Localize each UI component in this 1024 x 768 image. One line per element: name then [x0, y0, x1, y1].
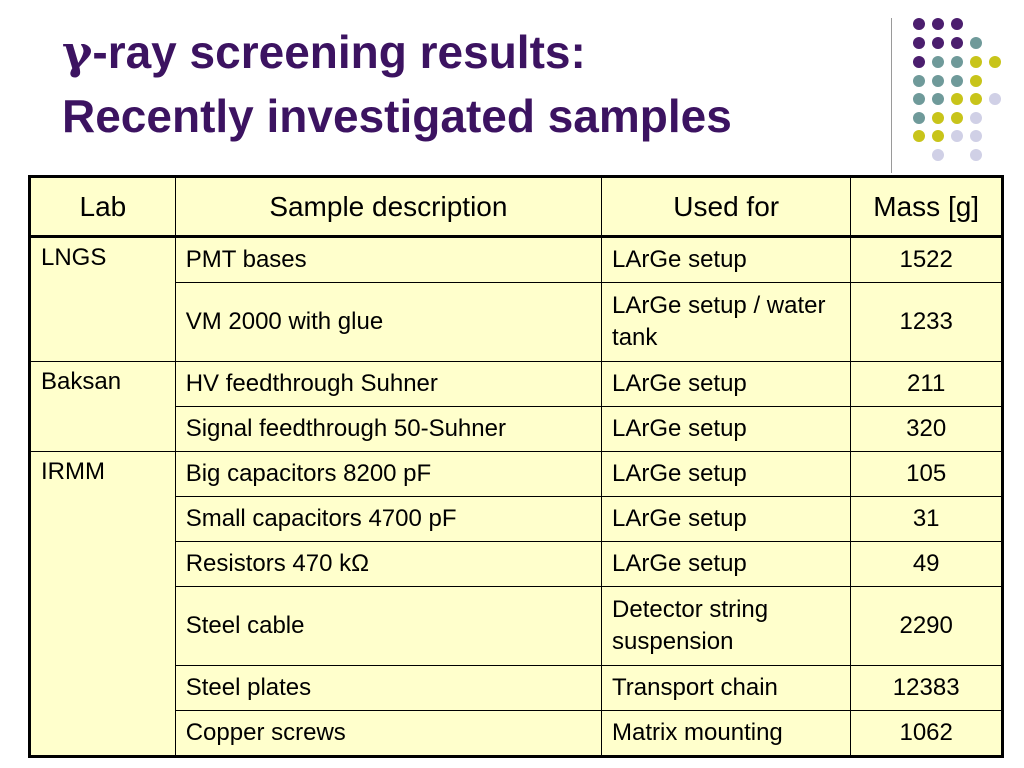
mass-cell: 1062: [851, 711, 1003, 757]
dot: [951, 56, 963, 68]
mass-cell: 105: [851, 452, 1003, 497]
dot: [989, 56, 1001, 68]
mass-cell: 49: [851, 542, 1003, 587]
dot: [951, 112, 963, 124]
header-lab: Lab: [30, 177, 176, 237]
dot: [913, 37, 925, 49]
description-cell: Steel plates: [175, 666, 601, 711]
dot: [932, 75, 944, 87]
table-row: [30, 407, 1003, 452]
mass-cell: 31: [851, 497, 1003, 542]
dot: [951, 37, 963, 49]
used-for-cell: LArGe setup: [602, 452, 851, 497]
table-row: [30, 497, 1003, 542]
table-row: [30, 452, 1003, 497]
dot: [913, 75, 925, 87]
dot: [932, 112, 944, 124]
dot: [970, 93, 982, 105]
description-cell: Steel cable: [175, 587, 601, 666]
dot: [970, 112, 982, 124]
used-for-cell: Matrix mounting: [602, 711, 851, 757]
title-gamma-symbol: γ: [62, 25, 93, 79]
table-row: [30, 283, 1003, 362]
dot: [989, 93, 1001, 105]
description-cell: Copper screws: [175, 711, 601, 757]
description-cell: Small capacitors 4700 pF: [175, 497, 601, 542]
lab-cell: Baksan: [30, 362, 176, 452]
dot: [913, 93, 925, 105]
dot: [913, 112, 925, 124]
dot: [932, 130, 944, 142]
mass-cell: 211: [851, 362, 1003, 407]
used-for-cell: Transport chain: [602, 666, 851, 711]
mass-cell: 12383: [851, 666, 1003, 711]
mass-cell: 2290: [851, 587, 1003, 666]
dot: [951, 18, 963, 30]
used-for-cell: LArGe setup: [602, 237, 851, 283]
slide-title: [62, 20, 892, 148]
dot: [913, 130, 925, 142]
mass-cell: 1233: [851, 283, 1003, 362]
dot: [932, 18, 944, 30]
table-row: [30, 587, 1003, 666]
dot: [970, 149, 982, 161]
table-header-row: [30, 177, 1003, 237]
dot: [970, 130, 982, 142]
dot: [951, 93, 963, 105]
description-cell: Signal feedthrough 50-Suhner: [175, 407, 601, 452]
dot: [932, 149, 944, 161]
mass-cell: 320: [851, 407, 1003, 452]
dot: [932, 37, 944, 49]
samples-table: [28, 175, 1004, 758]
header-used-for: Used for: [602, 177, 851, 237]
used-for-cell: LArGe setup: [602, 362, 851, 407]
header-mass: Mass [g]: [851, 177, 1003, 237]
description-cell: Resistors 470 kΩ: [175, 542, 601, 587]
used-for-cell: LArGe setup: [602, 407, 851, 452]
title-divider: [891, 18, 892, 173]
table-row: [30, 362, 1003, 407]
dot: [932, 56, 944, 68]
dot: [970, 75, 982, 87]
description-cell: Big capacitors 8200 pF: [175, 452, 601, 497]
title-line1: -ray screening results:: [92, 26, 586, 78]
table-row: [30, 237, 1003, 283]
table-row: [30, 542, 1003, 587]
dot: [951, 75, 963, 87]
lab-cell: IRMM: [30, 452, 176, 757]
used-for-cell: Detector string suspension: [602, 587, 851, 666]
description-cell: HV feedthrough Suhner: [175, 362, 601, 407]
lab-cell: LNGS: [30, 237, 176, 362]
description-cell: VM 2000 with glue: [175, 283, 601, 362]
dot: [913, 18, 925, 30]
description-cell: PMT bases: [175, 237, 601, 283]
dot: [970, 37, 982, 49]
title-line2: Recently investigated samples: [62, 90, 732, 142]
used-for-cell: LArGe setup: [602, 542, 851, 587]
used-for-cell: LArGe setup: [602, 497, 851, 542]
mass-cell: 1522: [851, 237, 1003, 283]
dot: [951, 130, 963, 142]
dot: [932, 93, 944, 105]
dot: [913, 56, 925, 68]
dot: [970, 56, 982, 68]
table-row: [30, 666, 1003, 711]
header-description: Sample description: [175, 177, 601, 237]
table-row: [30, 711, 1003, 757]
used-for-cell: LArGe setup / water tank: [602, 283, 851, 362]
dot-grid-group: [913, 18, 1001, 161]
